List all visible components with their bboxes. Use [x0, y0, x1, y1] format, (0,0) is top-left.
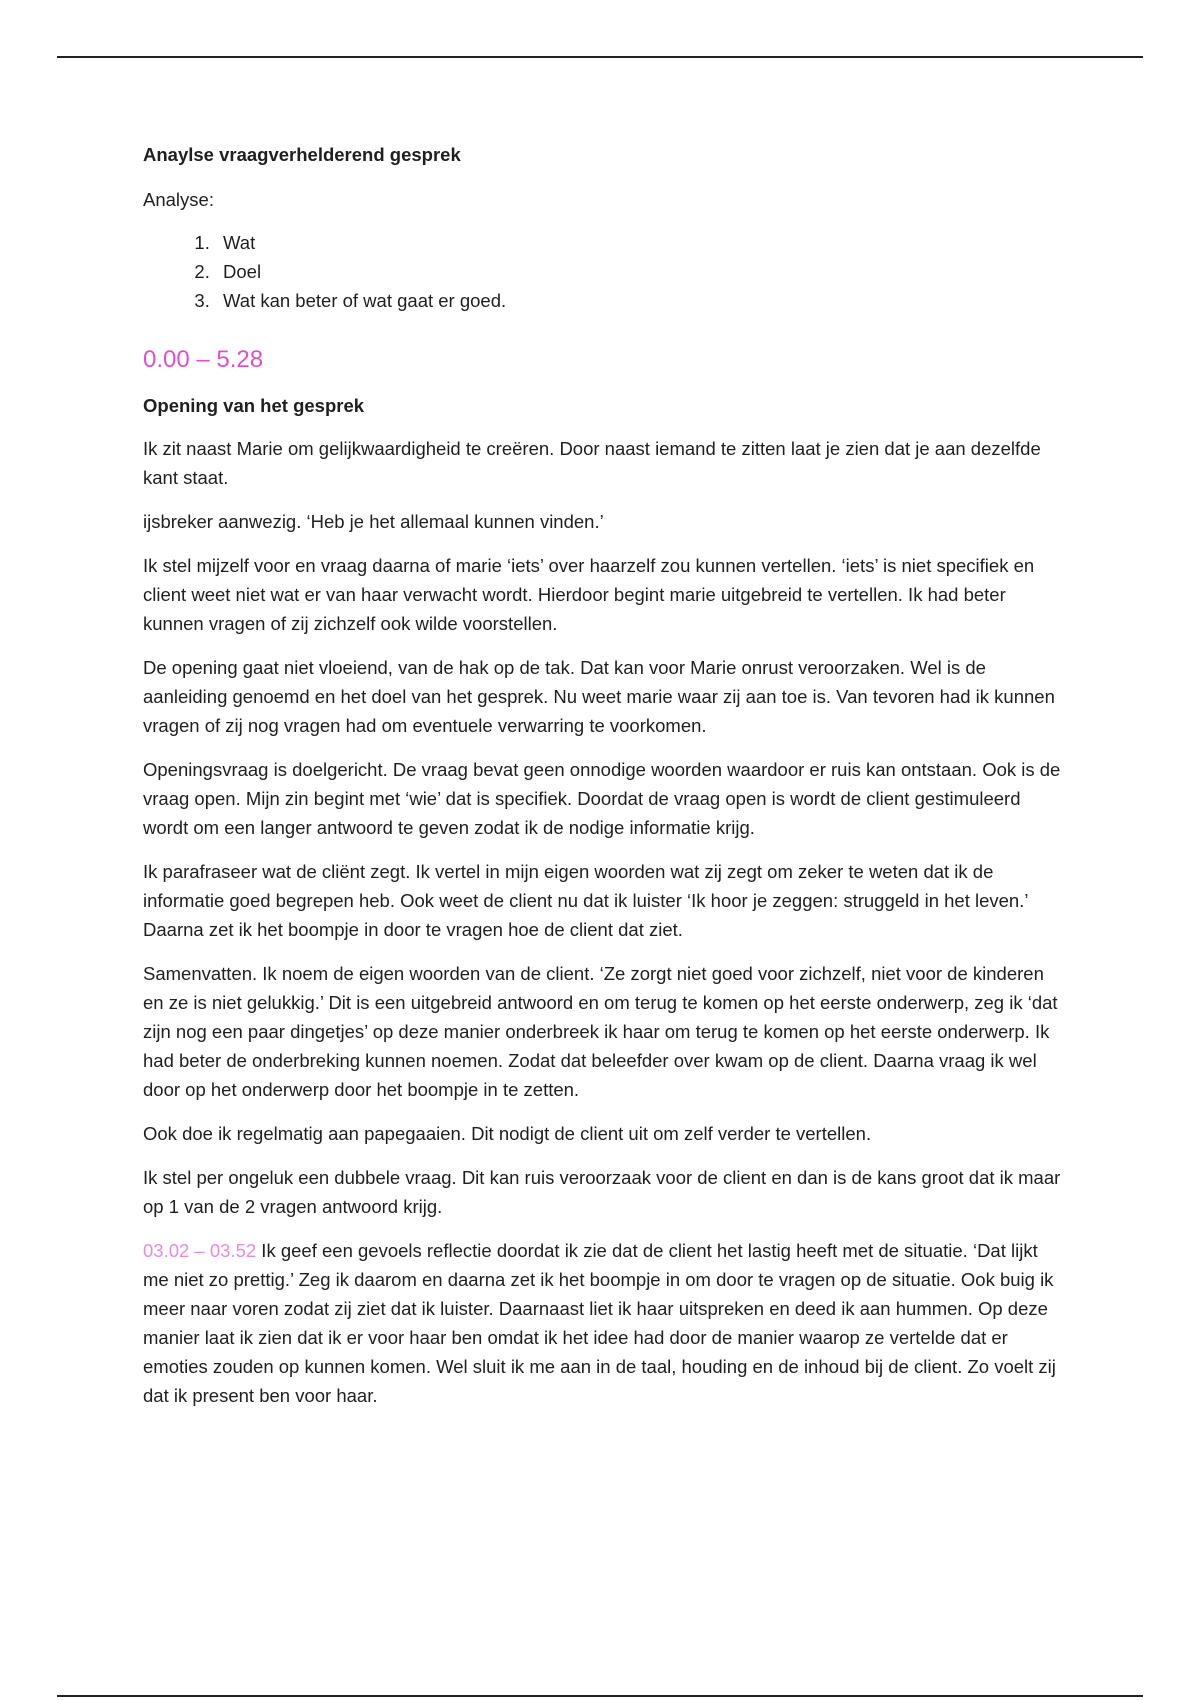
paragraph: De opening gaat niet vloeiend, van de hak op de tak. Dat kan voor Marie onrust veroorzaken. Wel is de aanleiding genoemd en het doel van het gesprek. Nu weet marie waar zij aan toe is. Van tevoren had ik kunnen vragen of zij nog vragen had om eventuele verwarring te voorkomen.: [143, 657, 1055, 736]
paragraph: Openingsvraag is doelgericht. De vraag bevat geen onnodige woorden waardoor er ruis kan ontstaan. Ook is de vraag open. Mijn zin begint met ‘wie’ dat is specifiek. Doordat de vraag open is wordt de client gestimuleerd wordt om een langer antwoord te geven zodat ik de nodige informatie krijg.: [143, 759, 1061, 838]
analyse-label: Analyse:: [143, 189, 214, 210]
paragraph: Ik zit naast Marie om gelijkwaardigheid te creëren. Door naast iemand te zitten laat je zien dat je aan dezelfde kant staat.: [143, 438, 1041, 488]
timed-paragraph: [143, 1236, 1063, 1410]
paragraph: Ik stel per ongeluk een dubbele vraag. Dit kan ruis veroorzaak voor de client en dan is de kans groot dat ik maar op 1 van de 2 vragen antwoord krijg.: [143, 1167, 1061, 1217]
document-body: [143, 140, 1063, 1425]
list-item: 3. Wat kan beter of wat gaat er goed.: [215, 286, 1063, 315]
analysis-criteria-list: [143, 228, 1063, 315]
list-item: 1. Wat: [215, 228, 1063, 257]
paragraph: Ook doe ik regelmatig aan papegaaien. Dit nodigt de client uit om zelf verder te vertellen.: [143, 1123, 872, 1144]
document-title: Anaylse vraagverhelderend gesprek: [143, 144, 461, 165]
section-time-range: 0.00 – 5.28: [143, 346, 264, 373]
paragraph: Ik parafraseer wat de cliënt zegt. Ik vertel in mijn eigen woorden wat zij zegt om zeker te weten dat ik de informatie goed begrepen heb. Ook weet de client nu dat ik luister ‘Ik hoor je zeggen: struggeld in het leven.’ Daarna zet ik het boompje in door te vragen hoe de client dat ziet.: [143, 861, 1028, 940]
paragraph: ijsbreker aanwezig. ‘Heb je het allemaal kunnen vinden.’: [143, 511, 604, 532]
section-title: Opening van het gesprek: [143, 395, 365, 416]
paragraph: Ik stel mijzelf voor en vraag daarna of marie ‘iets’ over haarzelf zou kunnen vertellen. ‘iets’ is niet specifiek en client weet niet wat er van haar verwacht wordt. Hierdoor begint marie uitgebreid te vertellen. Ik had beter kunnen vragen of zij zichzelf ook wilde voorstellen.: [143, 555, 1035, 634]
footer-rule: [57, 1695, 1143, 1697]
timed-paragraph-text: Ik geef een gevoels reflectie doordat ik zie dat de client het lastig heeft met de situatie. ‘Dat lijkt me niet zo prettig.’ Zeg ik daarom en daarna zet ik het boompje in om door te vragen op de situatie. Ook buig ik meer naar voren zodat zij ziet dat ik luister. Daarnaast liet ik haar uitspreken en deed ik aan hummen. Op deze manier laat ik zien dat ik er voor haar ben omdat ik het idee had door de manier waarop ze vertelde dat er emoties zouden op kunnen komen. Wel sluit ik me aan in de taal, houding en de inhoud bij de client. Zo voelt zij dat ik present ben voor haar.: [143, 1240, 1056, 1406]
paragraph: Samenvatten. Ik noem de eigen woorden van de client. ‘Ze zorgt niet goed voor zichzelf, niet voor de kinderen en ze is niet gelukkig.’ Dit is een uitgebreid antwoord en om terug te komen op het eerste onderwerp, zeg ik ‘dat zijn nog een paar dingetjes’ op deze manier onderbreek ik haar om terug te komen op het eerste onderwerp. Ik had beter de onderbreking kunnen noemen. Zodat dat beleefder over kwam op de client. Daarna vraag ik wel door op het onderwerp door het boompje in te zetten.: [143, 963, 1058, 1100]
list-item: 2. Doel: [215, 257, 1063, 286]
header-rule: [57, 56, 1143, 58]
inline-timestamp: 03.02 – 03.52: [143, 1240, 257, 1261]
